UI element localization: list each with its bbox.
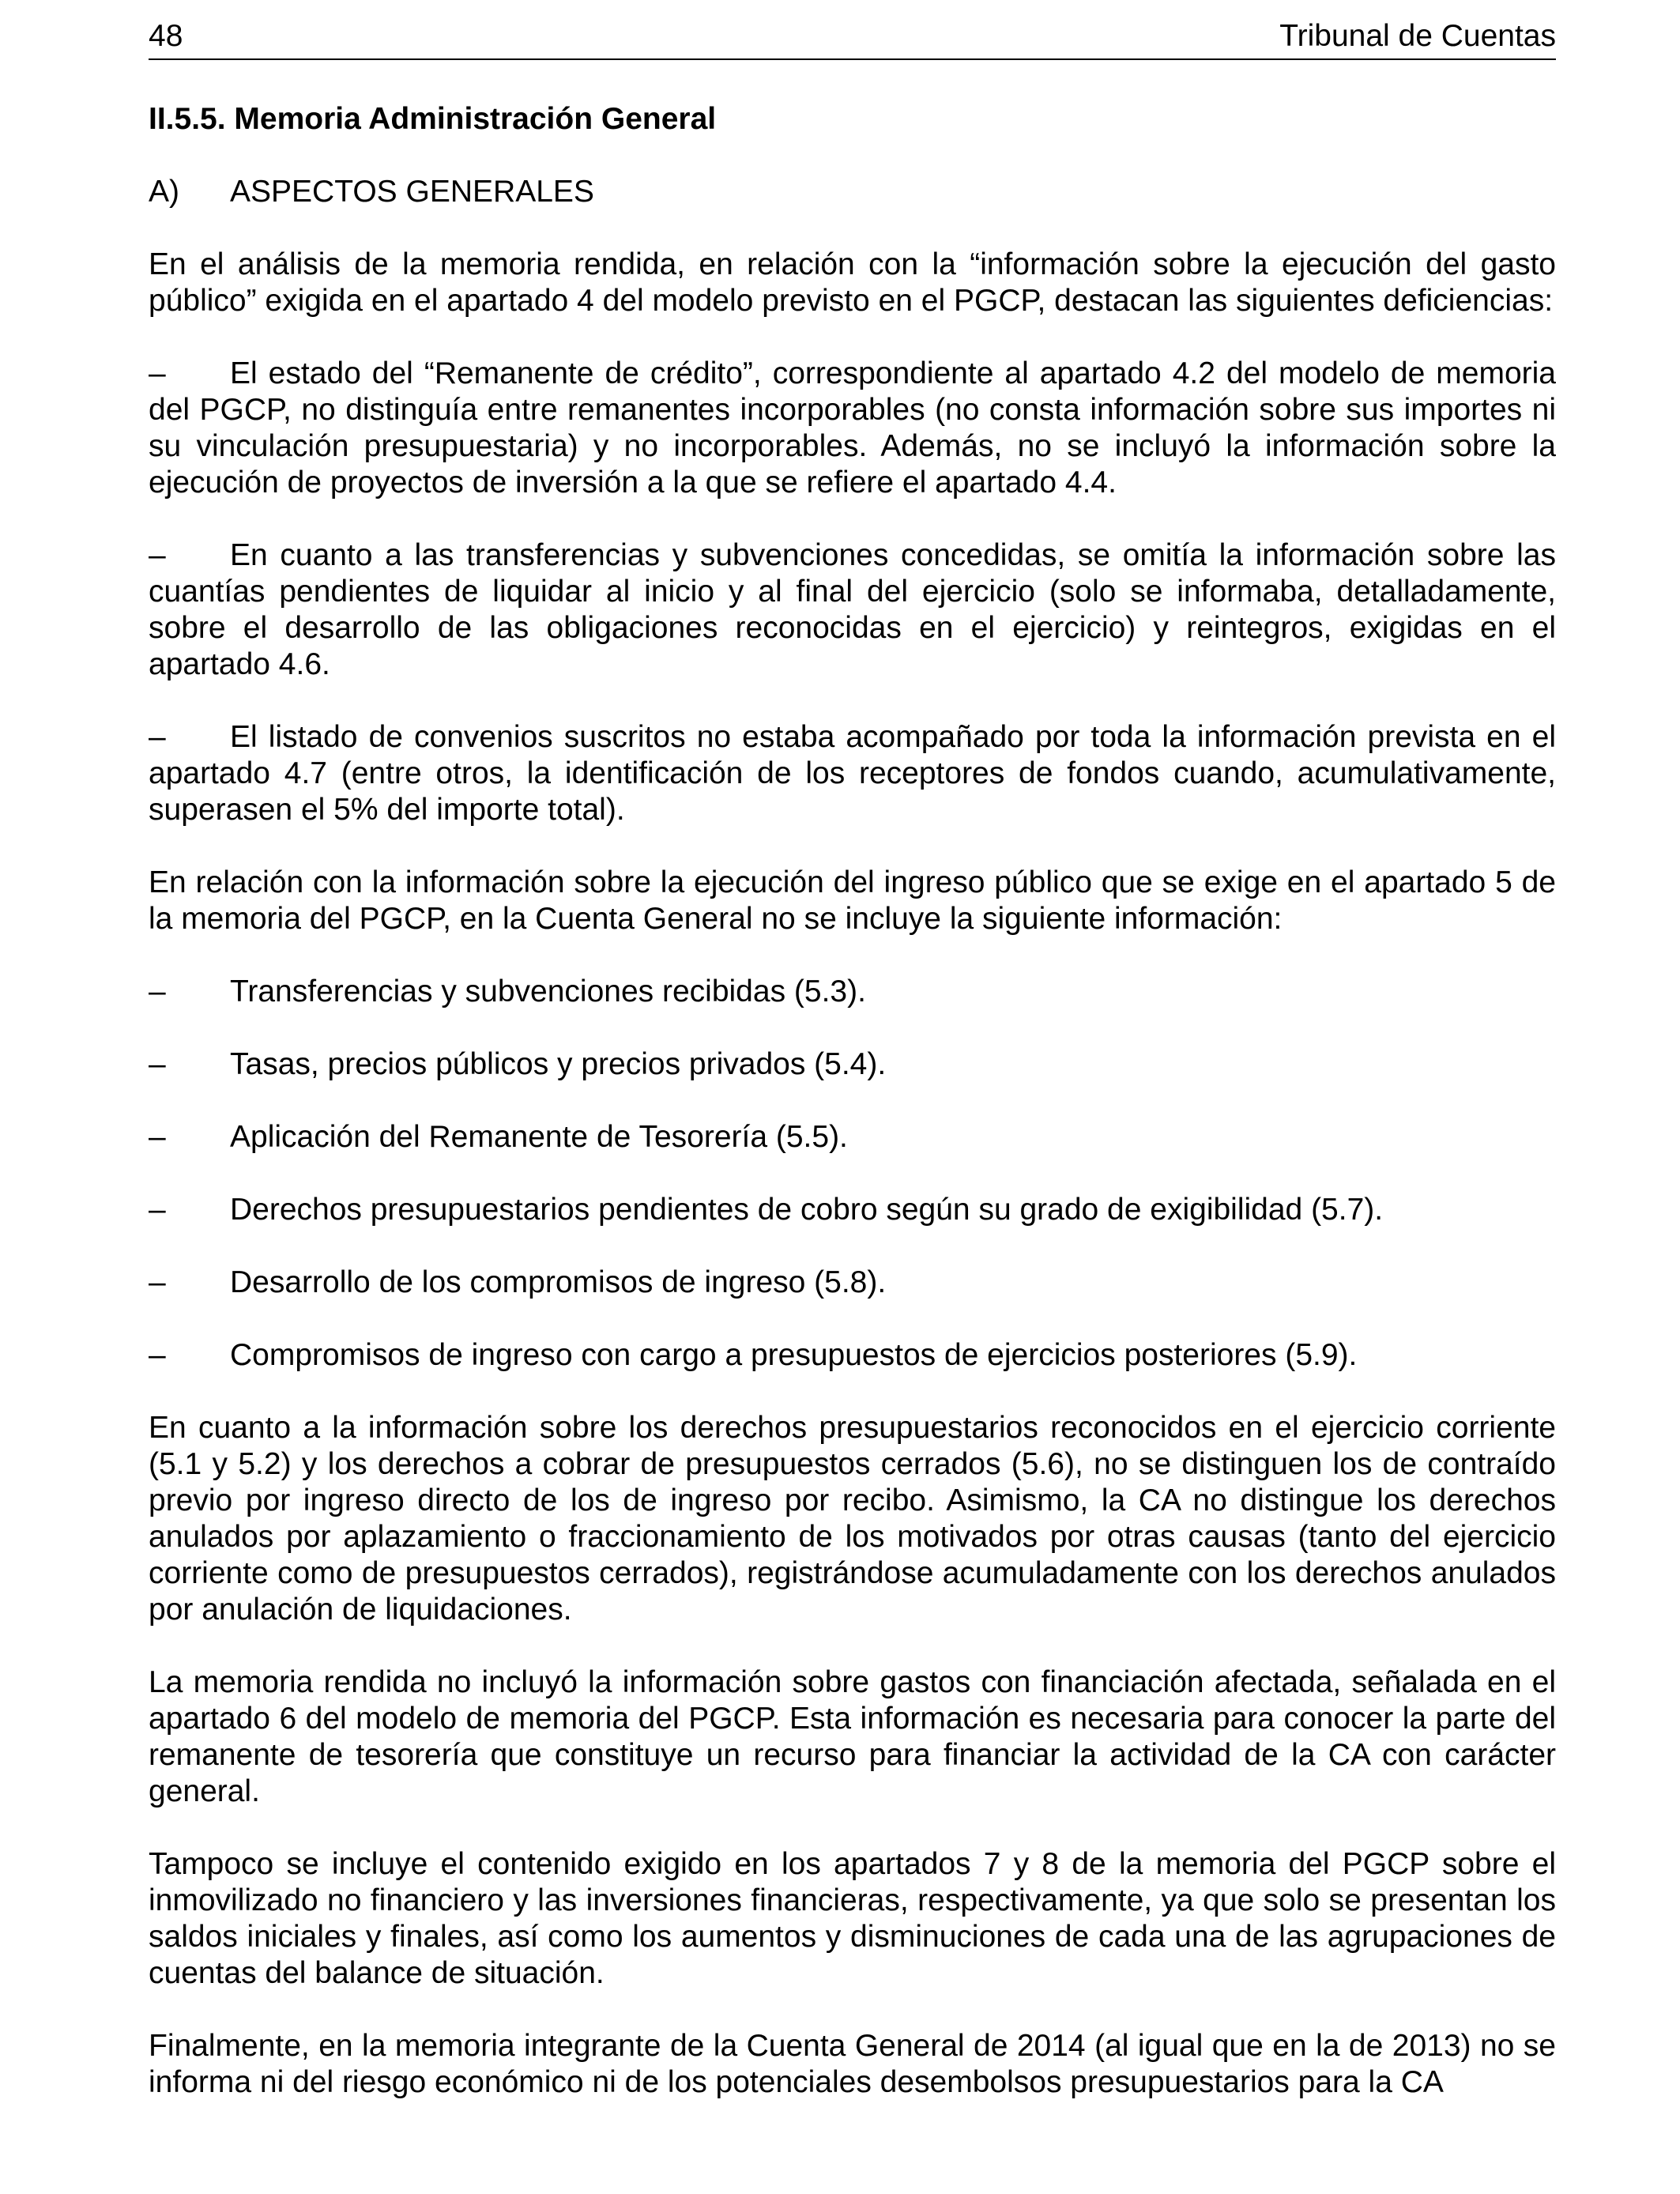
income-list-item xyxy=(149,1119,1556,1155)
income-item-text: Derechos presupuestarios pendientes de cobro según su grado de exigibilidad (5.7). xyxy=(230,1193,1384,1227)
income-list-item xyxy=(149,1337,1556,1374)
dash-marker: – xyxy=(149,538,166,572)
deficiency-item xyxy=(149,537,1556,683)
dash-marker: – xyxy=(149,720,166,754)
income-list-item xyxy=(149,1265,1556,1301)
section-title: II.5.5. Memoria Administración General xyxy=(149,102,717,136)
dash-marker: – xyxy=(149,1047,166,1081)
deficiency-text: El listado de convenios suscritos no estaba acompañado por toda la información prevista en el apartado 4.7 (entre otros, la identificación de los receptores de fondos cuando, acumulativamente, superasen el 5% del importe total). xyxy=(149,720,1556,827)
page-header xyxy=(149,17,1556,60)
deficiency-text: En cuanto a las transferencias y subvenciones concedidas, se omitía la información sobre las cuantías pendientes de liquidar al inicio y al final del ejercicio (solo se informaba, detalladamente, sobre el desarrollo de las obligaciones reconocidas en el ejercicio) y reintegros, exigidas en el apartado 4.6. xyxy=(149,538,1556,681)
header-institution: Tribunal de Cuentas xyxy=(1279,19,1556,53)
subheading xyxy=(149,174,1556,210)
deficiency-text: El estado del “Remanente de crédito”, correspondiente al apartado 4.2 del modelo de memoria del PGCP, no distinguía entre remanentes incorporables (no consta información sobre sus importes ni su vinculación presupuestaria) y no incorporables. Además, no se incluyó la información sobre la ejecución de proyectos de inversión a la que se refiere el apartado 4.4. xyxy=(149,356,1556,499)
income-item-text: Transferencias y subvenciones recibidas (5.3). xyxy=(230,974,866,1008)
income-item-text: Compromisos de ingreso con cargo a presupuestos de ejercicios posteriores (5.9). xyxy=(230,1338,1358,1372)
dash-marker: – xyxy=(149,1120,166,1154)
body-paragraph: Tampoco se incluye el contenido exigido en los apartados 7 y 8 de la memoria del PGCP sobre el inmovilizado no financiero y las inversiones financieras, respectivamente, ya que solo se presentan los saldos iniciales y finales, así como los aumentos y disminuciones de cada una de las agrupaciones de cuentas del balance de situación. xyxy=(149,1847,1556,1990)
subheading-text: ASPECTOS GENERALES xyxy=(230,175,594,209)
income-list-item xyxy=(149,1192,1556,1228)
income-item-text: Aplicación del Remanente de Tesorería (5.5). xyxy=(230,1120,848,1154)
dash-marker: – xyxy=(149,1265,166,1299)
income-item-text: Desarrollo de los compromisos de ingreso (5.8). xyxy=(230,1265,887,1299)
income-intro-paragraph: En relación con la información sobre la ejecución del ingreso público que se exige en el apartado 5 de la memoria del PGCP, en la Cuenta General no se incluye la siguiente información: xyxy=(149,865,1556,936)
body-paragraph: Finalmente, en la memoria integrante de la Cuenta General de 2014 (al igual que en la de 2013) no se informa ni del riesgo económico ni de los potenciales desembolsos presupuestarios para la CA xyxy=(149,2029,1556,2099)
deficiency-item xyxy=(149,356,1556,501)
income-item-text: Tasas, precios públicos y precios privados (5.4). xyxy=(230,1047,887,1081)
deficiency-item xyxy=(149,719,1556,828)
dash-marker: – xyxy=(149,356,166,390)
subheading-letter: A) xyxy=(149,175,179,209)
page-number: 48 xyxy=(149,19,183,53)
dash-marker: – xyxy=(149,974,166,1008)
dash-marker: – xyxy=(149,1193,166,1227)
income-list-item xyxy=(149,1046,1556,1083)
intro-paragraph: En el análisis de la memoria rendida, en relación con la “información sobre la ejecución del gasto público” exigida en el apartado 4 del modelo previsto en el PGCP, destacan las siguientes deficiencias: xyxy=(149,247,1556,318)
body-paragraph: En cuanto a la información sobre los derechos presupuestarios reconocidos en el ejercicio corriente (5.1 y 5.2) y los derechos a cobrar de presupuestos cerrados (5.6), no se distinguen los de contraído previo por ingreso directo de los de ingreso por recibo. Asimismo, la CA no distingue los derechos anulados por aplazamiento o fraccionamiento de los motivados por otras causas (tanto del ejercicio corriente como de presupuestos cerrados), registrándose acumuladamente con los derechos anulados por anulación de liquidaciones. xyxy=(149,1411,1556,1627)
income-list-item xyxy=(149,974,1556,1010)
dash-marker: – xyxy=(149,1338,166,1372)
body-paragraph: La memoria rendida no incluyó la información sobre gastos con financiación afectada, señalada en el apartado 6 del modelo de memoria del PGCP. Esta información es necesaria para conocer la parte del remanente de tesorería que constituye un recurso para financiar la actividad de la CA con carácter general. xyxy=(149,1665,1556,1808)
